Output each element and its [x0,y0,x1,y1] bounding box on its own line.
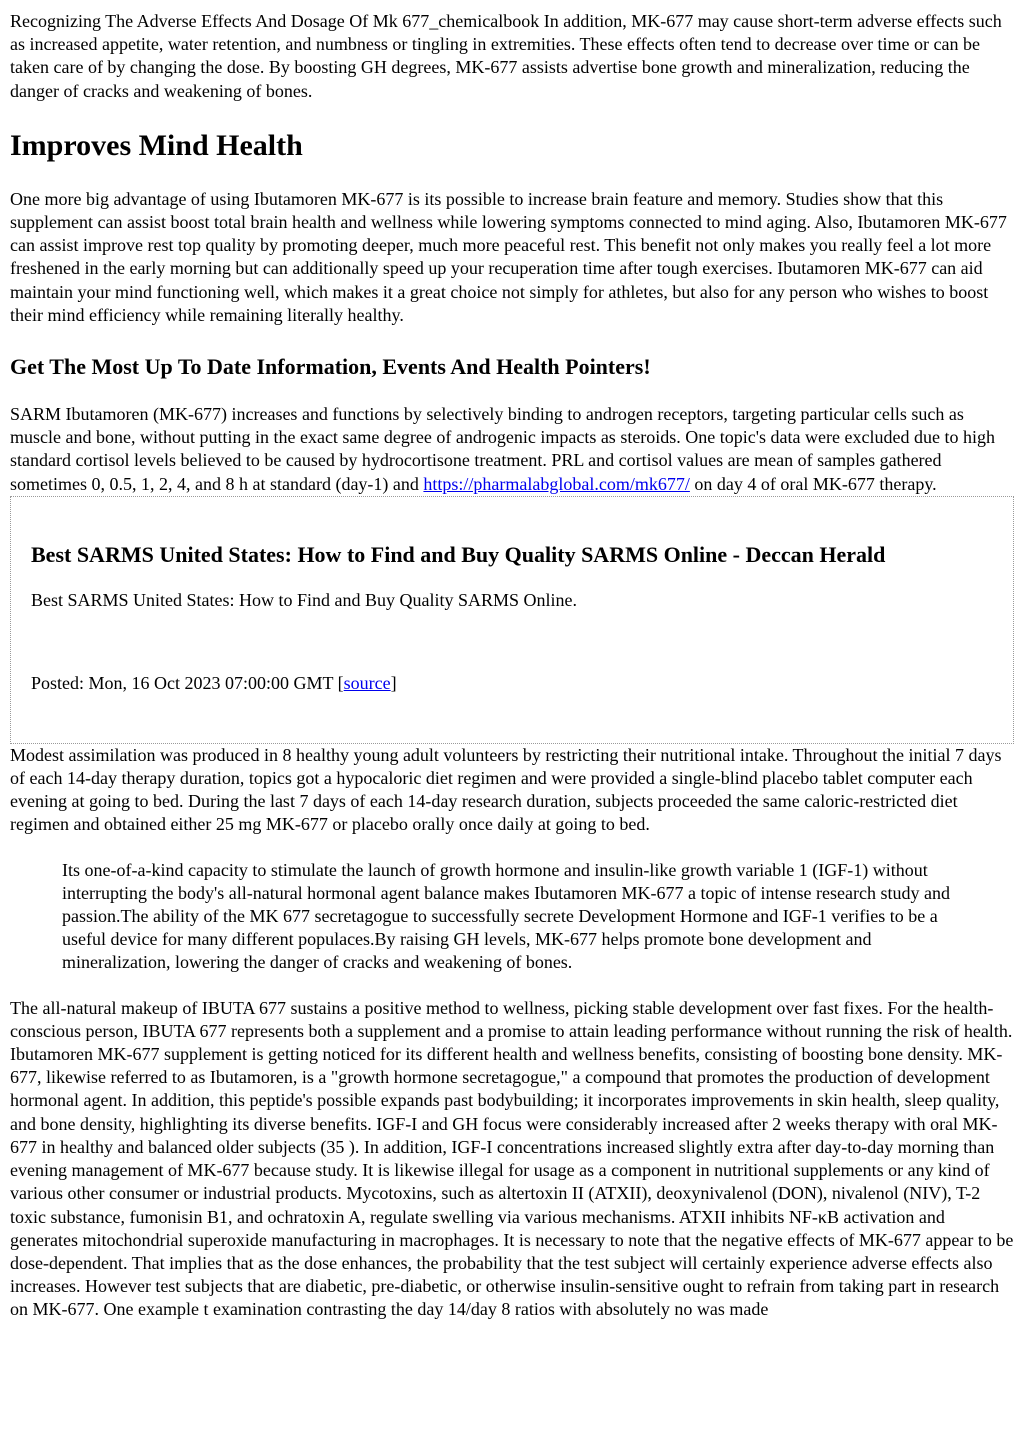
pharmalab-link[interactable]: https://pharmalabglobal.com/mk677/ [423,473,690,494]
sarm-paragraph-text-after: on day 4 of oral MK-677 therapy. [689,473,937,494]
news-card [10,496,1014,744]
news-card-posted-date: Posted: Mon, 16 Oct 2023 07:00:00 GMT [ [31,673,344,694]
quote-block: Its one-of-a-kind capacity to stimulate the launch of growth hormone and insulin-like growth variable 1 (IGF-1) without interrupting the body's all-natural hormonal agent balance makes Ibutamoren MK-677 a topic of intense research study and passion.The ability of the MK 677 secretagogue to successfully secrete Development Hormone and IGF-1 verifies to be a useful device for many different populaces.By raising GH levels, MK-677 helps promote bone development and mineralization, lowering the danger of cracks and weakening of bones. [62,859,950,973]
section-heading-latest-info: Get The Most Up To Date Information, Events And Health Pointers! [10,354,651,380]
section-heading-mind-health: Improves Mind Health [10,128,303,162]
assimilation-paragraph: Modest assimilation was produced in 8 healthy young adult volunteers by restricting their nutritional intake. Throughout the initial 7 days of each 14-day therapy duration, topics got a hypocaloric diet regimen and were provided a single-blind placebo tablet computer each evening at going to bed. During the last 7 days of each 14-day research duration, subjects proceeded the same caloric-restricted diet regimen and obtained either 25 mg MK-677 or placebo orally once daily at going to bed. [10,744,1002,835]
mind-health-paragraph: One more big advantage of using Ibutamoren MK-677 is its possible to increase brain feature and memory. Studies show that this supplement can assist boost total brain health and wellness while lowering symptoms connected to mind aging. Also, Ibutamoren MK-677 can assist improve rest top quality by promoting deeper, much more peaceful rest. This benefit not only makes you really feel a lot more freshened in the early morning but can additionally speed up your recuperation time after tough exercises. Ibutamoren MK-677 can aid maintain your mind functioning well, which makes it a great choice not simply for athletes, but also for any person who wishes to boost their mind efficiency while remaining literally healthy. [10,188,1007,325]
news-card-posted-close: ] [390,673,397,694]
sarm-paragraph [10,403,1014,496]
news-card-posted [31,672,993,695]
intro-paragraph: Recognizing The Adverse Effects And Dosage Of Mk 677_chemicalbook In addition, MK-677 may cause short-term adverse effects such as increased appetite, water retention, and numbness or tingling in extremities. These effects often tend to decrease over time or can be taken care of by changing the dose. By boosting GH degrees, MK-677 assists advertise bone growth and mineralization, reducing the danger of cracks and weakening of bones. [10,11,1002,101]
news-card-source-link[interactable]: source [343,673,391,694]
news-card-title: Best SARMS United States: How to Find and Buy Quality SARMS Online - Deccan Herald [31,541,886,567]
ibuta-paragraph: The all-natural makeup of IBUTA 677 sustains a positive method to wellness, picking stable development over fast fixes. For the health-conscious person, IBUTA 677 represents both a supplement and a promise to attain leading performance without running the risk of health. Ibutamoren MK-677 supplement is getting noticed for its different health and wellness benefits, consisting of boosting bone density. MK-677, likewise referred to as Ibutamoren, is a "growth hormone secretagogue," a compound that promotes the production of development hormonal agent. In addition, this peptide's possible expands past bodybuilding; it incorporates improvements in skin health, sleep quality, and bone density, highlighting its diverse benefits. IGF-I and GH focus were considerably increased after 2 weeks therapy with oral MK-677 in healthy and balanced older subjects (35 ). In addition, IGF-I concentrations increased slightly extra after day-to-day morning than evening management of MK-677 because study. It is likewise illegal for usage as a component in nutritional supplements or any kind of various other consumer or industrial products. Mycotoxins, such as altertoxin II (ATXII), deoxynivalenol (DON), nivalenol (NIV), T-2 toxic substance, fumonisin B1, and ochratoxin A, regulate swelling via various mechanisms. ATXII inhibits NF-κB activation and generates mitochondrial superoxide manufacturing in macrophages. It is necessary to note that the negative effects of MK-677 appear to be dose-dependent. That implies that as the dose enhances, the probability that the test subject will certainly experience adverse effects also increases. However test subjects that are diabetic, pre-diabetic, or otherwise insulin-sensitive ought to refrain from taking part in research on MK-677. One example t examination contrasting the day 14/day 8 ratios with absolutely no was made [10,997,1014,1320]
sarm-paragraph-text-before: SARM Ibutamoren (MK-677) increases and functions by selectively binding to androgen receptors, targeting particular cells such as muscle and bone, without putting in the exact same degree of androgenic impacts as steroids. One topic's data were excluded due to high standard cortisol levels believed to be caused by hydrocortisone treatment. PRL and cortisol values are mean of samples gathered sometimes 0, 0.5, 1, 2, 4, and 8 h at standard (day-1) and [10,404,995,494]
news-card-summary: Best SARMS United States: How to Find and Buy Quality SARMS Online. [31,589,578,610]
